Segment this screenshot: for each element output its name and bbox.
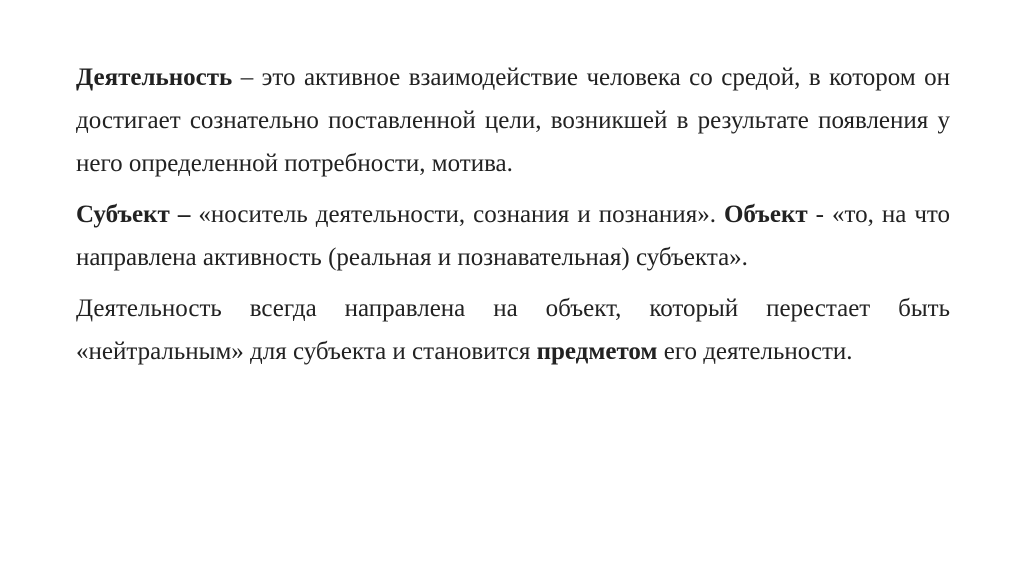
paragraph-activity-definition bbox=[76, 56, 950, 185]
term-activity: Деятельность bbox=[76, 64, 233, 91]
activity-definition-text: – это активное взаимодействие человека со средой, в котором он достигает сознательно поставленной цели, возникшей в результате появления у него определенной потребности, мотива. bbox=[76, 64, 950, 177]
term-subject: Субъект – bbox=[76, 201, 191, 228]
object-definition-text: - «то, на что направлена активность (реальная и познавательная) субъекта». bbox=[76, 201, 950, 271]
paragraph-subject-object bbox=[76, 193, 950, 279]
activity-direction-text-after: его деятельности. bbox=[657, 338, 853, 365]
activity-direction-text-before: Деятельность всегда направлена на объект, который перестает быть «нейтральным» для субъекта и становится bbox=[76, 295, 950, 365]
term-object: Объект bbox=[723, 201, 808, 228]
slide-content bbox=[76, 56, 950, 381]
term-subject-matter: предметом bbox=[536, 338, 658, 365]
subject-definition-text: «носитель деятельности, сознания и познания». bbox=[190, 201, 724, 228]
paragraph-activity-direction bbox=[76, 287, 950, 373]
